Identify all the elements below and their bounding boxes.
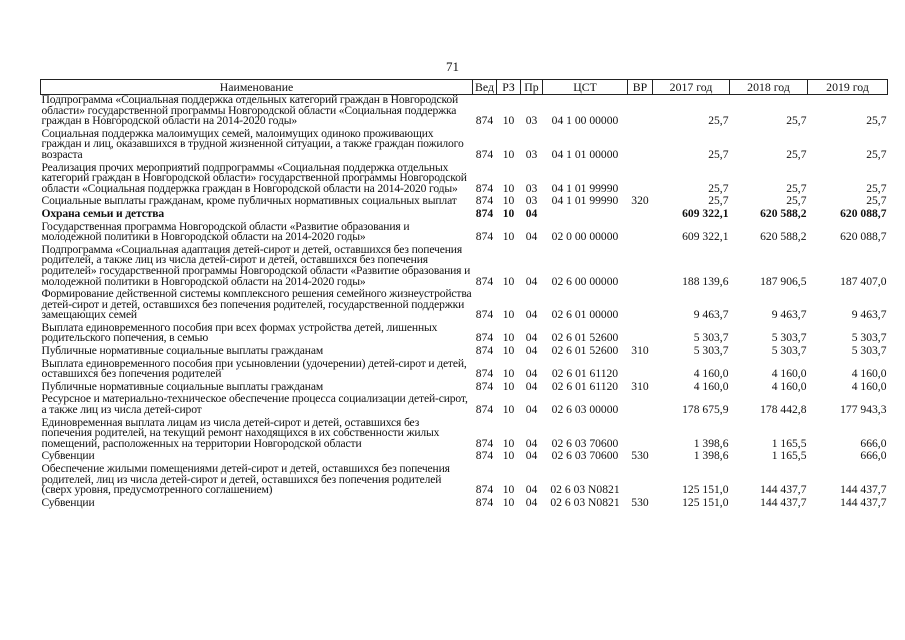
cell-2017: 1 398,6 [693, 449, 729, 463]
table-row [41, 243, 888, 287]
cell-name: Подпрограмма «Социальная адаптация детей-сирот и детей, оставшихся без попечения родителей, а также лиц из числа детей-сирот и детей, оставшихся без попечения родителей» государственной программы Новгородской области «Развитие образования и молодежной политики в Новгородской области на 2014-2020 годы» [41, 242, 471, 288]
cell-pr: 04 [525, 331, 538, 345]
cell-vr: 530 [631, 495, 649, 509]
cell-vr: 310 [631, 344, 649, 358]
table-row [41, 416, 888, 450]
cell-name: Социальные выплаты гражданам, кроме публичных нормативных социальных выплат [41, 194, 457, 208]
cell-name: Реализация прочих мероприятий подпрограммы «Социальная поддержка отдельных категорий граждан в Новгородской области» государственной программы Новгородской области «Социальная поддержка граждан в Новгородской области на 2014-2020 годы» [41, 160, 467, 195]
cell-2017: 25,7 [708, 181, 729, 195]
cell-2017: 25,7 [708, 147, 729, 161]
cell-cst: 02 6 01 52600 [551, 344, 619, 358]
cell-ved: 874 [475, 483, 494, 497]
cell-2018: 4 160,0 [771, 379, 807, 393]
cell-ved: 874 [475, 403, 494, 417]
cell-rz: 10 [502, 483, 515, 497]
cell-2017: 125 151,0 [682, 495, 729, 509]
cell-rz: 10 [502, 230, 515, 244]
cell-vr: 310 [631, 379, 649, 393]
cell-name: Охрана семьи и детства [41, 206, 164, 220]
cell-rz: 10 [502, 367, 515, 381]
col-header-2019: 2019 год [808, 80, 888, 95]
table-row [41, 392, 888, 415]
cell-2018: 144 437,7 [760, 495, 807, 509]
cell-2018: 620 588,2 [760, 230, 807, 244]
cell-2019: 666,0 [860, 449, 887, 463]
cell-2019: 620 088,7 [840, 206, 887, 220]
cell-ved: 874 [475, 194, 494, 208]
cell-rz: 10 [502, 436, 515, 450]
cell-name: Формирование действенной системы комплексного решения семейного жизнеустройства детей-сирот и детей, оставшихся без попечения родителей, государственной поддержки замещающих семей [41, 287, 472, 322]
cell-2018: 1 165,5 [771, 436, 807, 450]
cell-ved: 874 [475, 331, 494, 345]
table-row [41, 380, 888, 393]
cell-name: Выплата единовременного пособия при усыновлении (удочерении) детей-сирот и детей, оставшихся без попечения родителей [41, 356, 467, 381]
table-row [41, 207, 888, 220]
cell-ved: 874 [475, 308, 494, 322]
cell-2017: 4 160,0 [693, 367, 729, 381]
cell-rz: 10 [502, 403, 515, 417]
cell-2019: 177 943,3 [840, 403, 887, 417]
cell-cst: 04 1 01 00000 [551, 147, 619, 161]
cell-rz: 10 [502, 181, 515, 195]
cell-2019: 25,7 [866, 181, 887, 195]
cell-pr: 04 [525, 495, 538, 509]
cell-ved: 874 [475, 379, 494, 393]
cell-rz: 10 [502, 206, 515, 220]
cell-vr [628, 287, 653, 321]
cell-2019: 4 160,0 [851, 367, 887, 381]
cell-2017: 25,7 [708, 114, 729, 128]
cell-ved: 874 [475, 436, 494, 450]
cell-rz: 10 [502, 331, 515, 345]
cell-2018: 144 437,7 [760, 483, 807, 497]
col-header-rz: РЗ [497, 80, 521, 95]
cell-2019: 144 437,7 [840, 483, 887, 497]
cell-2018: 5 303,7 [771, 331, 807, 345]
table-row [41, 496, 888, 509]
cell-name: Государственная программа Новгородской области «Развитие образования и молодежной политики в Новгородской области на 2014-2020 годы» [41, 219, 410, 244]
cell-cst: 04 1 01 99990 [551, 194, 619, 208]
cell-2017: 188 139,6 [682, 274, 729, 288]
cell-vr [628, 243, 653, 287]
cell-ved: 874 [475, 147, 494, 161]
col-header-vr: ВР [628, 80, 653, 95]
cell-vr [628, 416, 653, 450]
cell-name: Обеспечение жилыми помещениями детей-сирот и детей, оставшихся без попечения родителей, лиц из числа детей-сирот и детей, оставшихся без попечения родителей (сверх уровня, предусмотренного соглашением) [41, 462, 450, 497]
cell-2017: 609 322,1 [682, 230, 729, 244]
cell-vr [628, 321, 653, 344]
cell-pr: 04 [525, 274, 538, 288]
cell-pr: 04 [525, 344, 538, 358]
table-row [41, 321, 888, 344]
cell-rz: 10 [502, 308, 515, 322]
cell-2017: 4 160,0 [693, 379, 729, 393]
cell-pr: 04 [525, 308, 538, 322]
cell-vr [628, 95, 653, 127]
table-row [41, 287, 888, 321]
cell-cst: 02 6 01 61120 [551, 379, 619, 393]
cell-name: Ресурсное и материально-техническое обеспечение процесса социализации детей-сирот, а также лиц из числа детей-сирот [41, 392, 468, 417]
cell-pr: 03 [525, 181, 538, 195]
cell-vr [628, 392, 653, 415]
cell-rz: 10 [502, 379, 515, 393]
cell-2017: 5 303,7 [693, 331, 729, 345]
table-row [41, 194, 888, 207]
table-row [41, 95, 888, 127]
cell-vr: 530 [631, 449, 649, 463]
cell-2018: 620 588,2 [760, 206, 807, 220]
table-row [41, 462, 888, 496]
cell-2018: 187 906,5 [760, 274, 807, 288]
col-header-name: Наименование [41, 80, 473, 95]
table-row [41, 220, 888, 243]
cell-2019: 5 303,7 [851, 331, 887, 345]
cell-pr: 04 [525, 436, 538, 450]
col-header-ved: Вед [473, 80, 497, 95]
cell-pr: 04 [525, 367, 538, 381]
cell-cst: 04 1 00 00000 [551, 114, 619, 128]
cell-pr: 04 [525, 379, 538, 393]
cell-cst: 02 6 03 N0821 [550, 483, 620, 497]
table-row [41, 127, 888, 161]
cell-rz: 10 [502, 194, 515, 208]
cell-name: Субвенции [41, 449, 95, 463]
cell-name: Подпрограмма «Социальная поддержка отдельных категорий граждан в Новгородской области» государственной программы Новгородской области «Социальная поддержка граждан в Новгородской области на 2014-2020 годы» [41, 93, 459, 128]
cell-2017: 178 675,9 [682, 403, 729, 417]
cell-rz: 10 [502, 449, 515, 463]
cell-ved: 874 [475, 449, 494, 463]
cell-vr [628, 161, 653, 195]
table-row [41, 357, 888, 380]
cell-pr: 04 [525, 230, 538, 244]
cell-2019: 25,7 [866, 147, 887, 161]
cell-2018: 178 442,8 [760, 403, 807, 417]
cell-rz: 10 [502, 344, 515, 358]
cell-2019: 4 160,0 [851, 379, 887, 393]
cell-pr: 04 [525, 449, 538, 463]
cell-vr [628, 357, 653, 380]
cell-2019: 9 463,7 [851, 308, 887, 322]
cell-name: Социальная поддержка малоимущих семей, малоимущих одиноко проживающих граждан и лиц, оказавшихся в трудной жизненной ситуации, а также граждан пожилого возраста [41, 126, 464, 161]
cell-vr [628, 207, 653, 220]
cell-ved: 874 [475, 181, 494, 195]
cell-ved: 874 [475, 274, 494, 288]
cell-2019: 620 088,7 [840, 230, 887, 244]
page-number: 71 [446, 59, 459, 74]
cell-pr: 03 [525, 114, 538, 128]
cell-name: Единовременная выплата лицам из числа детей-сирот и детей, оставшихся без попечения родителей, на текущий ремонт находящихся в их собственности жилых помещений, расположенных на территории Новгородской области [41, 415, 440, 450]
col-header-pr: Пр [521, 80, 543, 95]
cell-name: Субвенции [41, 495, 95, 509]
cell-cst: 02 6 03 70600 [551, 436, 619, 450]
col-header-cst: ЦСТ [543, 80, 628, 95]
cell-cst: 02 6 01 00000 [551, 308, 619, 322]
cell-2019: 5 303,7 [851, 344, 887, 358]
cell-2017: 25,7 [708, 194, 729, 208]
cell-ved: 874 [475, 230, 494, 244]
cell-name: Публичные нормативные социальные выплаты гражданам [41, 379, 323, 393]
cell-2019: 666,0 [860, 436, 887, 450]
cell-pr: 04 [525, 403, 538, 417]
cell-cst: 02 0 00 00000 [551, 230, 619, 244]
col-header-2017: 2017 год [653, 80, 730, 95]
cell-rz: 10 [502, 274, 515, 288]
cell-2019: 144 437,7 [840, 495, 887, 509]
cell-2018: 25,7 [786, 147, 807, 161]
cell-cst [543, 207, 628, 220]
cell-cst: 02 6 03 N0821 [550, 495, 620, 509]
cell-pr: 03 [525, 194, 538, 208]
cell-cst: 02 6 00 00000 [551, 274, 619, 288]
cell-ved: 874 [475, 114, 494, 128]
cell-ved: 874 [475, 206, 494, 220]
cell-cst: 02 6 03 70600 [551, 449, 619, 463]
col-header-2018: 2018 год [730, 80, 808, 95]
cell-rz: 10 [502, 114, 515, 128]
cell-name: Выплата единовременного пособия при всех формах устройства детей, лишенных родительского попечения, в семью [41, 320, 438, 345]
cell-2017: 1 398,6 [693, 436, 729, 450]
cell-ved: 874 [475, 495, 494, 509]
cell-2018: 4 160,0 [771, 367, 807, 381]
cell-2018: 25,7 [786, 114, 807, 128]
cell-vr: 320 [631, 194, 649, 208]
cell-2018: 5 303,7 [771, 344, 807, 358]
cell-rz: 10 [502, 495, 515, 509]
cell-2017: 125 151,0 [682, 483, 729, 497]
cell-cst: 02 6 03 00000 [551, 403, 619, 417]
budget-table [40, 79, 888, 508]
cell-cst: 04 1 01 99990 [551, 181, 619, 195]
cell-2017: 609 322,1 [682, 206, 729, 220]
cell-vr [628, 220, 653, 243]
cell-cst: 02 6 01 61120 [551, 367, 619, 381]
cell-vr [628, 127, 653, 161]
cell-2017: 9 463,7 [693, 308, 729, 322]
cell-2019: 187 407,0 [840, 274, 887, 288]
cell-ved: 874 [475, 367, 494, 381]
cell-2018: 25,7 [786, 194, 807, 208]
cell-vr [628, 462, 653, 496]
cell-rz: 10 [502, 147, 515, 161]
cell-2018: 9 463,7 [771, 308, 807, 322]
cell-pr: 04 [525, 483, 538, 497]
cell-cst: 02 6 01 52600 [551, 331, 619, 345]
cell-2017: 5 303,7 [693, 344, 729, 358]
cell-2019: 25,7 [866, 194, 887, 208]
table-body [41, 95, 888, 509]
cell-name: Публичные нормативные социальные выплаты гражданам [41, 344, 323, 358]
table-row [41, 161, 888, 195]
table-row [41, 344, 888, 357]
cell-2019: 25,7 [866, 114, 887, 128]
cell-pr: 03 [525, 147, 538, 161]
cell-pr: 04 [525, 206, 538, 220]
cell-ved: 874 [475, 344, 494, 358]
cell-2018: 1 165,5 [771, 449, 807, 463]
table-row [41, 449, 888, 462]
cell-2018: 25,7 [786, 181, 807, 195]
